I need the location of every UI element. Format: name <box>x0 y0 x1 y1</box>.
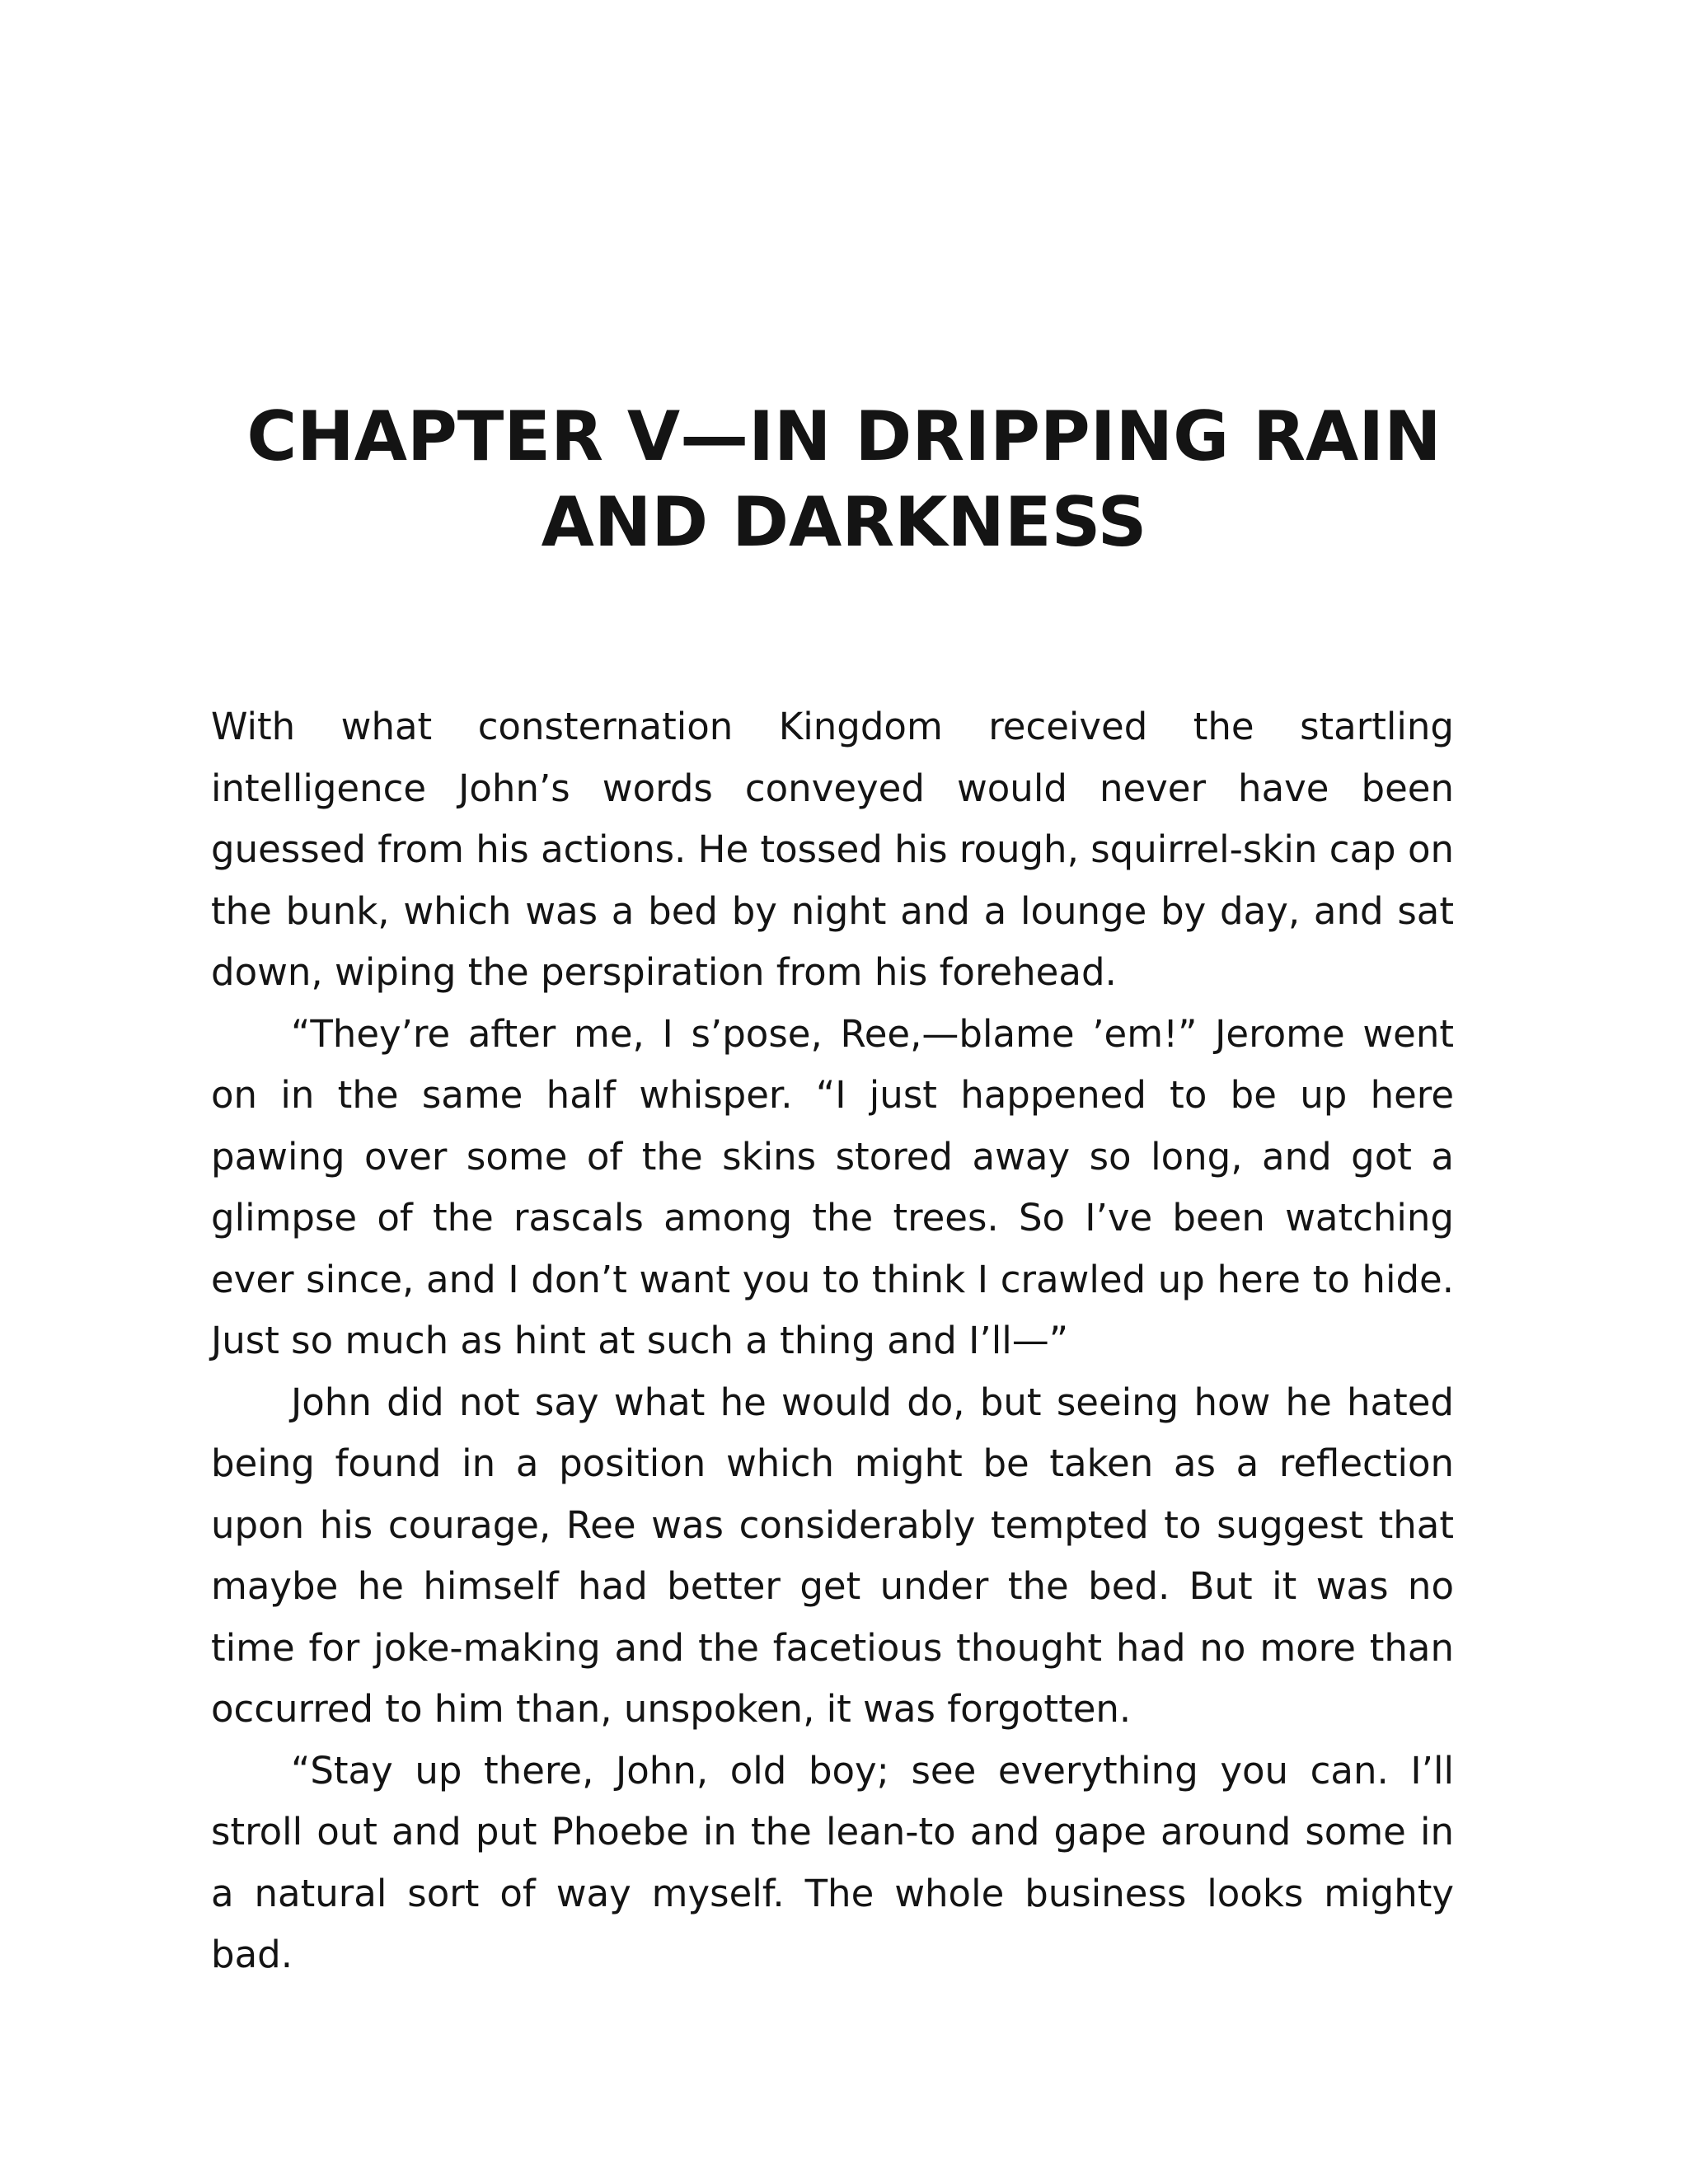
paragraph-1: With what consternation Kingdom received the startling intelligence John’s words conveyed would never have been guessed from his actions. He tossed his rough, squirrel-skin cap on the bunk, which was a bed by night and a lounge by day, and sat down, wiping the perspiration from his forehead. <box>211 705 1454 994</box>
paragraph-2: “They’re after me, I s’pose, Ree,—blame ’em!” Jerome went on in the same half whisper. “I just happened to be up here pawing over some of the skins stored away so long, and got a glimpse of the rascals among the trees. So I’ve been watching ever since, and I don’t want you to think I crawled up here to hide. Just so much as hint at such a thing and I’ll—” <box>211 1011 1454 1362</box>
chapter-body <box>211 696 1454 1986</box>
chapter-title <box>165 394 1523 565</box>
paragraph-4: “Stay up there, John, old boy; see everything you can. I’ll stroll out and put Phoebe in the lean-to and gape around some in a natural sort of way myself. The whole business looks mighty bad. <box>211 1748 1454 1976</box>
chapter-title-line-2: AND DARKNESS <box>541 482 1147 562</box>
paragraph-3: John did not say what he would do, but seeing how he hated being found in a position which might be taken as a reflection upon his courage, Ree was considerably tempted to suggest that maybe he himself had better get under the bed. But it was no time for joke-making and the facetious thought had no more than occurred to him than, unspoken, it was forgotten. <box>211 1380 1454 1731</box>
chapter-title-line-1: CHAPTER V—IN DRIPPING RAIN <box>246 396 1442 476</box>
